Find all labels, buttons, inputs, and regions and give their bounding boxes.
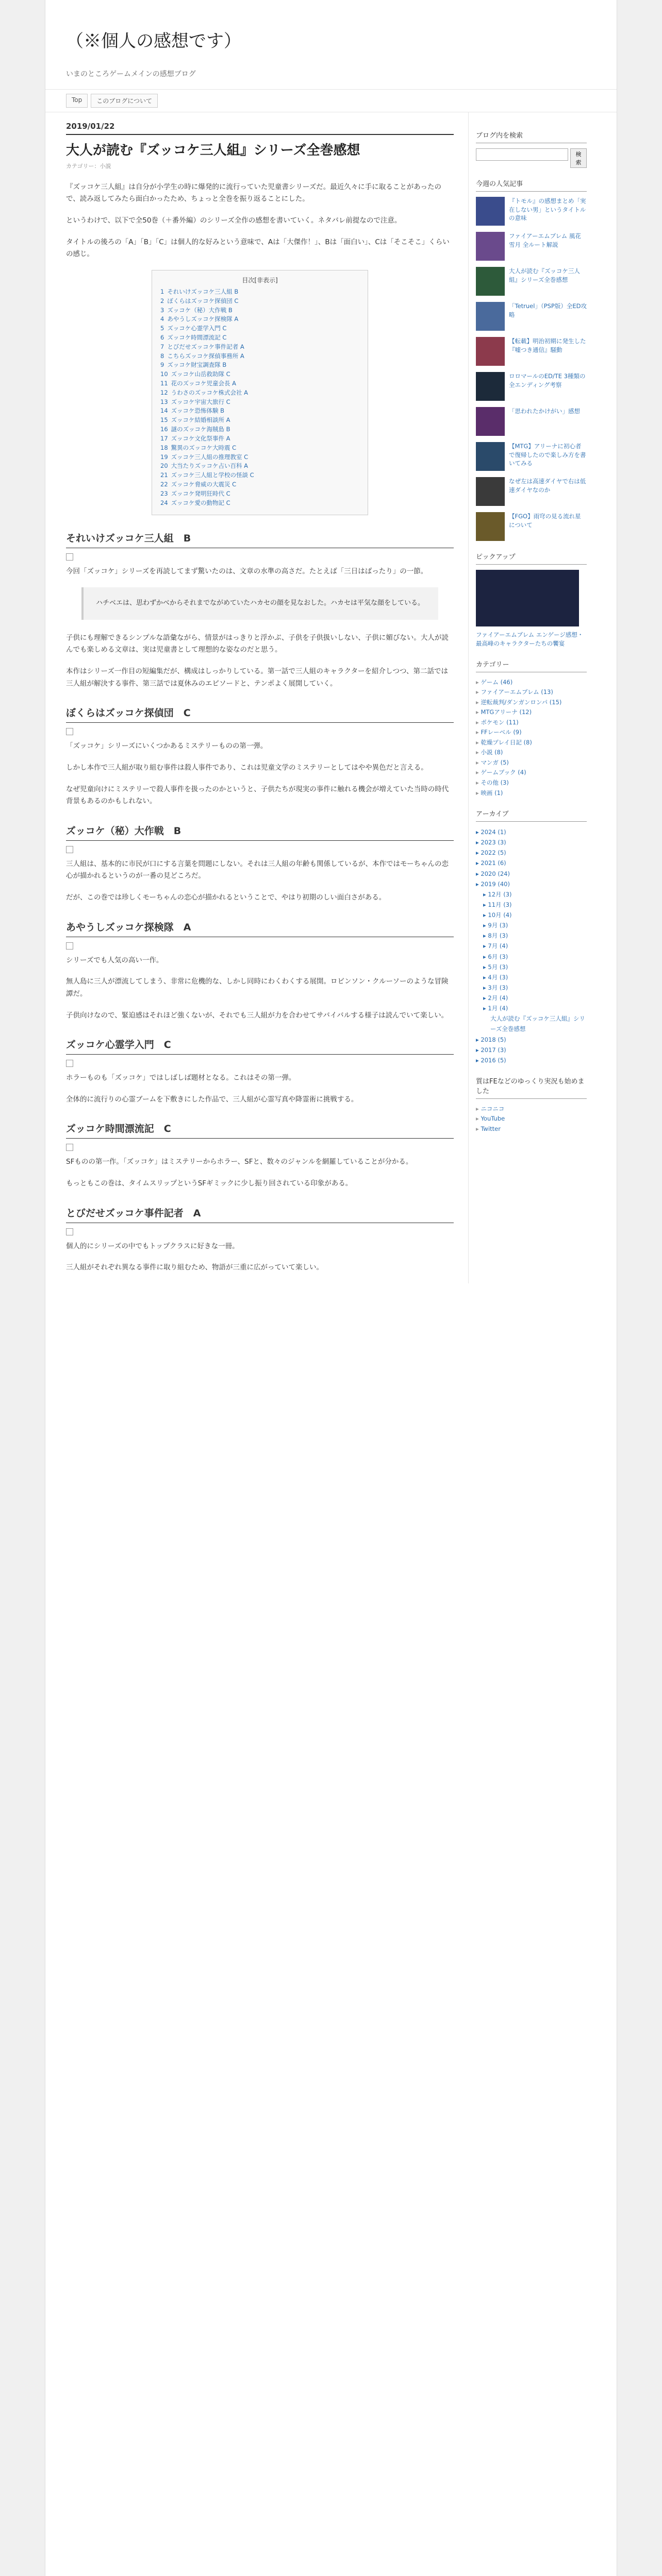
- intro-paragraph: 『ズッコケ三人組』は自分が小学生の時に爆発的に流行っていた児童書シリーズだ。最近久々に手に取ることがあったので、読み返してみたら面白かったため、ちょっと全巻を振り返ることにした。: [66, 182, 442, 204]
- popular-item-title[interactable]: 大人が読む『ズッコケ三人組』シリーズ全巻感想: [509, 267, 580, 283]
- section-paragraph: 本作はシリーズ一作目の短編集だが、構成はしっかりしている。第一話で三人組のキャラクターを紹介しつつ、第二話では三人組が解決する事件、第三話では夏休みのエピソードと、テンポよく展開していく。: [66, 667, 449, 688]
- section-paragraph: なぜ児童向けにミステリーで殺人事件を扱ったのかというと、子供たちが現実の事件に触れる機会が増えていた当時の時代背景もあるのかもしれない。: [66, 785, 449, 806]
- category-item[interactable]: ▸ 小説 (8): [476, 748, 587, 758]
- popular-item[interactable]: [476, 232, 587, 261]
- popular-item[interactable]: [476, 442, 587, 471]
- popular-heading: 今週の人気記事: [476, 176, 587, 192]
- section-paragraph: 子供向けなので、緊迫感はそれほど強くないが、それでも三人組が力を合わせてサバイバルする様子は読んでいて楽しい。: [66, 1011, 449, 1020]
- category-item[interactable]: ▸ 乾燥プレイ日記 (8): [476, 738, 587, 748]
- popular-item-title[interactable]: 【FGO】雨穹の見る流れ星について: [509, 513, 581, 529]
- archive-item[interactable]: ▸ 6月 (3): [483, 953, 508, 960]
- popular-item-title[interactable]: 『トモル』の感想まとめ「実在しない男」というタイトルの意味: [509, 197, 586, 222]
- category-item[interactable]: ▸ 映画 (1): [476, 788, 587, 799]
- archive-item[interactable]: ▸ 2024 (1): [476, 828, 506, 836]
- section-paragraph: 子供にも理解できるシンプルな語彙ながら、情景がはっきりと浮かぶ、子供を子供扱いしない、子供に媚びない。大人が読んでも楽しめる文章は、実は児童書として理想的な姿なのだと思う。: [66, 633, 449, 654]
- archive-heading: アーカイブ: [476, 806, 587, 822]
- archive-item[interactable]: ▸ 2022 (5): [476, 849, 506, 857]
- section-heading: ズッコケ時間漂流記 C: [66, 1121, 454, 1139]
- social-link[interactable]: ▸ ニコニコ: [476, 1104, 587, 1114]
- toc-item-label[interactable]: ズッコケ財宝調査隊 B: [167, 361, 227, 369]
- section-paragraph: もっともこの巻は、タイムスリップというSFギミックに少し振り回されている印象がある。: [66, 1179, 353, 1188]
- section-paragraph: 全体的に流行りの心霊ブームを下敷きにした作品で、三人組が心霊写真や降霊術に挑戦する。: [66, 1095, 358, 1104]
- popular-item-title[interactable]: なぜ左は高速ダイヤで右は低速ダイヤなのか: [509, 478, 586, 494]
- popular-thumbnail[interactable]: [476, 477, 505, 506]
- archive-item[interactable]: ▸ 10月 (4): [483, 911, 512, 919]
- popular-item[interactable]: [476, 267, 587, 296]
- toc-item[interactable]: [160, 352, 359, 361]
- post-category[interactable]: カテゴリー：小説: [66, 162, 111, 170]
- post-date: 2019/01/22: [66, 112, 454, 135]
- toc-item-label[interactable]: ズッコケ宇宙大旅行 C: [171, 398, 230, 405]
- popular-thumbnail[interactable]: [476, 512, 505, 541]
- toc-item[interactable]: [160, 434, 359, 444]
- section-image-icon: [66, 846, 73, 853]
- popular-thumbnail[interactable]: [476, 197, 505, 226]
- nav-tab-about[interactable]: このブログについて: [91, 94, 158, 108]
- site-description: いまのところゲームメインの感想ブログ: [66, 70, 196, 78]
- archive-item[interactable]: ▸ 5月 (3): [483, 963, 508, 971]
- toc-item-number: 20: [160, 462, 168, 470]
- links-list: [476, 1104, 587, 1134]
- category-item[interactable]: ▸ その他 (3): [476, 778, 587, 788]
- toc-item[interactable]: [160, 499, 359, 508]
- toc-item[interactable]: [160, 388, 359, 398]
- section-image-icon: [66, 553, 73, 561]
- toc-item[interactable]: [160, 324, 359, 333]
- social-link[interactable]: ▸ YouTube: [476, 1114, 587, 1124]
- popular-thumbnail[interactable]: [476, 267, 505, 296]
- toc-item-label[interactable]: ズッコケ脅威の大震災 C: [171, 480, 237, 488]
- popular-item[interactable]: [476, 302, 587, 331]
- archive-item[interactable]: ▸ 12月 (3): [483, 890, 512, 898]
- section-image-icon: [66, 1144, 73, 1151]
- toc-item-label[interactable]: ズッコケ愛の動物記 C: [171, 499, 230, 506]
- toc-item[interactable]: [160, 370, 359, 379]
- section-paragraph: 今回「ズッコケ」シリーズを再読してまず驚いたのは、文章の水準の高さだ。たとえば「三日はばったり」の一節。: [66, 567, 428, 576]
- popular-thumbnail[interactable]: [476, 337, 505, 366]
- toc-item-label[interactable]: うわさのズッコケ株式会社 A: [171, 388, 249, 396]
- toc-item-label[interactable]: ズッコケ恐怖体験 B: [171, 407, 225, 415]
- toc-item-number: 22: [160, 480, 168, 488]
- toc-item[interactable]: [160, 453, 359, 462]
- toc-item-number: 14: [160, 407, 168, 415]
- toc-item-number: 19: [160, 453, 168, 461]
- toc-item[interactable]: [160, 343, 359, 352]
- page: [45, 0, 617, 2576]
- section-heading: それいけズッコケ三人組 B: [66, 531, 454, 548]
- toc-item-label[interactable]: ズッコケ発明狂時代 C: [171, 489, 230, 497]
- intro-paragraph: タイトルの後ろの「A」「B」「C」は個人的な好みという意味で、Aは「大傑作！」、Bは「面白い」、Cは「そこそこ」くらいの感じ。: [66, 238, 450, 259]
- toc-item[interactable]: [160, 425, 359, 434]
- toc-item-number: 21: [160, 471, 168, 479]
- toc-item[interactable]: [160, 333, 359, 343]
- pickup-image[interactable]: [476, 570, 579, 626]
- toc-item-label[interactable]: 花のズッコケ児童会長 A: [171, 380, 237, 387]
- archive-item[interactable]: ▸ 2021 (6): [476, 859, 506, 867]
- toc-item-number: 6: [160, 333, 164, 341]
- toc-item-label[interactable]: ズッコケ（秘）大作戦 B: [167, 306, 233, 314]
- popular-thumbnail[interactable]: [476, 407, 505, 436]
- popular-thumbnail[interactable]: [476, 372, 505, 401]
- section-image-icon: [66, 1228, 73, 1235]
- category-heading: カテゴリー: [476, 657, 587, 672]
- pickup-heading: ピックアップ: [476, 549, 587, 565]
- archive-item[interactable]: ▸ 2016 (5): [476, 1056, 506, 1064]
- toc-item-label[interactable]: あやうしズッコケ探検隊 A: [167, 315, 239, 323]
- archive-item[interactable]: ▸ 2月 (4): [483, 994, 508, 1002]
- links-heading: 質はFEなどのゆっくり実況も始めました: [476, 1074, 587, 1099]
- section-paragraph: 三人組は、基本的に市民が口にする言葉を問題にしない。それは三人組の年齢も関係しているが、本作ではモーちゃんの恋心が描かれるというのが一番の見どころだ。: [66, 859, 449, 880]
- toc-item-number: 12: [160, 388, 168, 396]
- intro-paragraph: というわけで、以下で全50巻（＋番外編）のシリーズ全作の感想を書いていく。ネタバレ前提なので注意。: [66, 216, 402, 225]
- toc-item[interactable]: [160, 398, 359, 407]
- toc-item[interactable]: [160, 471, 359, 480]
- category-item[interactable]: ▸ 逆転裁判/ダンガンロンパ (15): [476, 698, 587, 708]
- archive-item[interactable]: ▸ 4月 (3): [483, 973, 508, 981]
- toc-title[interactable]: 目次[非表示]: [242, 276, 278, 284]
- popular-item-title[interactable]: 【転載】明治初期に発生した『嘘つき通信』騒動: [509, 337, 586, 353]
- section-image-icon: [66, 1060, 73, 1067]
- search-box: [476, 148, 587, 168]
- section-paragraph: 無人島に三人が漂流してしまう、非常に危機的な、しかし同時にわくわくする展開。ロビンソン・クルーソーのような冒険譚だ。: [66, 977, 449, 998]
- section-image-icon: [66, 728, 73, 735]
- archive-item[interactable]: ▸ 9月 (3): [483, 922, 508, 929]
- category-item[interactable]: ▸ ゲームブック (4): [476, 768, 587, 778]
- toc-item[interactable]: [160, 444, 359, 453]
- toc-item-number: 3: [160, 306, 164, 314]
- archive-item[interactable]: ▸ 2020 (24): [476, 870, 510, 877]
- section-paragraph: SFものの第一作。「ズッコケ」はミステリーからホラー、SFと、数々のジャンルを網羅していることが分かる。: [66, 1158, 413, 1166]
- toc-item-label[interactable]: ズッコケ三人組と学校の怪談 C: [171, 471, 254, 479]
- toc-item-number: 4: [160, 315, 164, 323]
- toc-item[interactable]: [160, 379, 359, 388]
- popular-thumbnail[interactable]: [476, 302, 505, 331]
- archive-list: [476, 827, 587, 1065]
- category-item[interactable]: ▸ ファイアーエムブレム (13): [476, 687, 587, 698]
- toc-item-number: 8: [160, 352, 164, 360]
- toc-item[interactable]: [160, 489, 359, 499]
- pickup-link[interactable]: ファイアーエムブレム エンゲージ感想・最高峰のキャラクターたちの饗宴: [476, 631, 584, 648]
- table-of-contents: [152, 270, 368, 516]
- toc-item-label[interactable]: ズッコケ文化祭事件 A: [171, 434, 230, 442]
- popular-item[interactable]: [476, 512, 587, 541]
- archive-item[interactable]: ▸ 11月 (3): [483, 901, 512, 908]
- section-paragraph: しかし本作で三人組が取り組む事件は殺人事件であり、これは児童文学のミステリーとしてはやや異色だと言える。: [66, 763, 428, 772]
- popular-item[interactable]: [476, 337, 587, 366]
- toc-item-number: 9: [160, 361, 164, 369]
- section-heading: ズッコケ（秘）大作戦 B: [66, 823, 454, 841]
- toc-item-number: 11: [160, 380, 168, 387]
- archive-item[interactable]: ▸ 2017 (3): [476, 1046, 506, 1054]
- section-paragraph: 「ズッコケ」シリーズにいくつかあるミステリーものの第一弾。: [66, 742, 268, 751]
- popular-item[interactable]: [476, 197, 587, 226]
- toc-item-number: 1: [160, 287, 164, 295]
- search-heading: ブログ内を検索: [476, 128, 587, 143]
- search-input[interactable]: [476, 148, 568, 161]
- section-paragraph: シリーズでも人気の高い一作。: [66, 956, 163, 964]
- toc-item-label[interactable]: 大当たりズッコケ占い百科 A: [171, 462, 249, 470]
- site-header: [45, 0, 617, 90]
- toc-item[interactable]: [160, 462, 359, 471]
- popular-item[interactable]: [476, 477, 587, 506]
- toc-item[interactable]: [160, 297, 359, 306]
- main-content: [66, 112, 468, 1283]
- popular-item-title[interactable]: 「Tetruel」（PSP版）全ED攻略: [509, 302, 587, 318]
- toc-item[interactable]: [160, 406, 359, 416]
- nav-tab-top[interactable]: Top: [66, 94, 88, 108]
- popular-item[interactable]: [476, 407, 587, 436]
- toc-item[interactable]: [160, 480, 359, 489]
- toc-item-label[interactable]: ズッコケ山岳救助隊 C: [171, 370, 230, 378]
- toc-item[interactable]: [160, 306, 359, 315]
- section-paragraph: 三人組がそれぞれ異なる事件に取り組むため、物語が三重に広がっていて楽しい。: [66, 1263, 323, 1272]
- toc-item[interactable]: [160, 287, 359, 297]
- section-heading: ぼくらはズッコケ探偵団 C: [66, 705, 454, 723]
- toc-item-label[interactable]: 謎のズッコケ海賊島 B: [171, 426, 230, 433]
- section-heading: ズッコケ心霊学入門 C: [66, 1037, 454, 1055]
- category-item[interactable]: ▸ MTGアリーナ (12): [476, 707, 587, 718]
- category-item[interactable]: ▸ ゲーム (46): [476, 677, 587, 688]
- category-item[interactable]: ▸ ポケモン (11): [476, 718, 587, 728]
- site-title[interactable]: （※個人の感想です）: [66, 31, 241, 52]
- section-heading: とびだせズッコケ事件記者 A: [66, 1206, 454, 1223]
- toc-item-label[interactable]: こちらズッコケ探偵事務所 A: [167, 352, 244, 360]
- popular-item[interactable]: [476, 372, 587, 401]
- popular-list: [476, 197, 587, 541]
- popular-item-title[interactable]: 「思われたかけがい」感想: [509, 408, 580, 415]
- popular-item-title[interactable]: ロロマールのED/TE 3種類の全エンディング考察: [509, 372, 586, 388]
- toc-item-label[interactable]: ズッコケ三人組の推理教室 C: [171, 453, 249, 461]
- toc-item-number: 13: [160, 398, 168, 405]
- nav-bar: [45, 90, 617, 112]
- toc-item-number: 10: [160, 370, 168, 378]
- toc-item-number: 23: [160, 489, 168, 497]
- toc-item-label[interactable]: とびだせズッコケ事件記者 A: [167, 343, 244, 350]
- toc-item-label[interactable]: それいけズッコケ三人組 B: [167, 287, 239, 295]
- toc-item-number: 15: [160, 416, 168, 424]
- post-title[interactable]: 大人が読む『ズッコケ三人組』シリーズ全巻感想: [66, 143, 360, 158]
- category-list: [476, 677, 587, 799]
- toc-item-label[interactable]: ズッコケ結婚相談所 A: [171, 416, 230, 424]
- category-item[interactable]: ▸ FFレーベル (9): [476, 727, 587, 738]
- toc-item[interactable]: [160, 416, 359, 425]
- toc-item-number: 2: [160, 297, 164, 304]
- archive-item[interactable]: ▸ 8月 (3): [483, 932, 508, 940]
- post-sections: [66, 531, 454, 1274]
- toc-item-label[interactable]: 驚異のズッコケ大時震 C: [171, 444, 237, 451]
- toc-item[interactable]: [160, 315, 359, 324]
- archive-item[interactable]: ▸ 2018 (5): [476, 1036, 506, 1043]
- section-image-icon: [66, 942, 73, 950]
- popular-item-title[interactable]: 【MTG】アリーナに初心者で復帰したので楽しみ方を書いてみる: [509, 443, 586, 467]
- toc-item-number: 17: [160, 434, 168, 442]
- popular-thumbnail[interactable]: [476, 442, 505, 471]
- toc-item-label[interactable]: ズッコケ心霊学入門 C: [167, 325, 227, 332]
- archive-item[interactable]: ▸ 2023 (3): [476, 839, 506, 846]
- social-link[interactable]: ▸ Twitter: [476, 1124, 587, 1134]
- archive-item[interactable]: ▸ 3月 (3): [483, 984, 508, 991]
- section-paragraph: ホラーものも「ズッコケ」ではしばしば題材となる。これはその第一弾。: [66, 1074, 296, 1082]
- toc-item-label[interactable]: ぼくらはズッコケ探偵団 C: [167, 297, 239, 304]
- toc-list: [160, 287, 359, 508]
- toc-item-number: 24: [160, 499, 168, 506]
- toc-item-label[interactable]: ズッコケ時間漂流記 C: [167, 333, 227, 341]
- toc-item-number: 18: [160, 444, 168, 451]
- toc-item-number: 7: [160, 343, 164, 350]
- search-button[interactable]: 検索: [570, 148, 587, 168]
- section-paragraph: だが、この巻では珍しくモーちゃんの恋心が描かれるということで、やはり初期のしい面白さがある。: [66, 893, 386, 902]
- popular-thumbnail[interactable]: [476, 232, 505, 261]
- section-heading: あやうしズッコケ探検隊 A: [66, 920, 454, 937]
- section-paragraph: 個人的にシリーズの中でもトップクラスに好きな一冊。: [66, 1242, 239, 1250]
- archive-item[interactable]: ▸ 7月 (4): [483, 942, 508, 950]
- blockquote: ハチベエは、思わずかべからそれまでながめていたハカセの顔を見なおした。ハカセは平気な顔をしている。: [81, 587, 438, 620]
- toc-item[interactable]: [160, 361, 359, 370]
- popular-item-title[interactable]: ファイアーエムブレム 風花雪月 全ルート解説: [509, 232, 581, 248]
- category-item[interactable]: ▸ マンガ (5): [476, 758, 587, 768]
- archive-item[interactable]: ▸ 2019 (40): [476, 880, 510, 888]
- sidebar: [468, 112, 587, 1283]
- archive-item[interactable]: ▸ 1月 (4): [483, 1005, 508, 1012]
- toc-item-number: 16: [160, 426, 168, 433]
- archive-item[interactable]: 大人が読む『ズッコケ三人組』シリーズ全巻感想: [490, 1015, 585, 1033]
- toc-item-number: 5: [160, 325, 164, 332]
